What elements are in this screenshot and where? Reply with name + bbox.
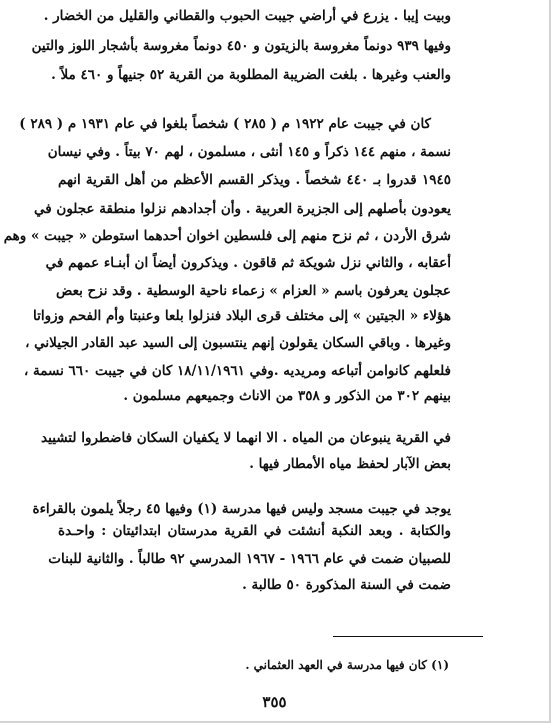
footnote: (١) كان فيها مدرسة في العهد العثماني . [245,658,449,672]
text-line: هؤلاء « الجيتين » إلى مختلف قرى البلاد فنزلوا بلعا وعنبتا وأم الفحم وزواتا [32,308,451,324]
footnote-separator [333,636,483,637]
text-line: والكتابة . وبعد النكبة أنشئت في القرية مدرستان ابتدائيتان : واحـدة [58,523,451,539]
text-line: بعض الآبار لحفظ مياه الأمطار فيها . [249,456,451,472]
text-line: وبيت إيبا . يزرع في أراضي جيبت الحبوب والقطاني والقليل من الخضار . [43,8,451,24]
text-line: يعودون بأصلهم إلى الجزيرة العربية . وأن أجدادهم نزلوا منطقة عجلون في [34,201,451,217]
text-line: أعقابه ، والثاني نزل شويكة ثم قاقون . ويذكرون أيضاً ان أبنـاء عمهم في [45,255,451,271]
page-number: ٣٥٥ [262,693,287,711]
text-line: في القرية ينبوعان من المياه . الا انهما لا يكفيان السكان فاضطروا لتشييد [41,430,451,446]
text-line: نسمة ، منهم ١٤٤ ذكراً و ١٤٥ أنثى ، مسلمون ، لهم ٧٠ بيتاً . وفي نيسان [47,144,451,160]
text-line: وغيرها . وباقي السكان يقولون إنهم ينتسبون إلى السيد عبد القادر الجيلاني ، [25,335,451,351]
text-line: بينهم ٣٠٢ من الذكور و ٣٥٨ من الاناث وجميعهم مسلمون . [123,388,451,404]
text-line: ١٩٤٥ قدروا بـ ٤٤٠ شخصاً . ويذكر القسم الأعظم من أهل القرية انهم [58,172,451,188]
text-line: عجلون يعرفون باسم « العزام » زعماء ناحية الوسطية . وقد نزح بعض [56,283,451,299]
text-line: كان في جيبت عام ١٩٢٢ م ( ٢٨٥ ) شخصاً بلغوا في عام ١٩٣١ م ( ٢٨٩ ) [19,116,431,132]
text-line: فلعلهم كانوامن أتباعه ومريديه .وفي ١٨/١١/١٩٦١ كان في جيبت ٦٦٠ نسمة ، [23,363,451,379]
text-line: للصبيان ضمت في عام ١٩٦٦ - ١٩٦٧ المدرسي ٩٢ طالباً . والثانية للبنات [48,551,451,567]
text-line: يوجد في جيبت مسجد وليس فيها مدرسة (١) وفيها ٤٥ رجلاً يلمون بالقراءة [32,501,451,517]
text-line: شرق الأردن ، ثم نزح منهم إلى فلسطين اخوان أحدهما استوطن « جيبت » وهم [3,228,451,244]
text-line: وفيها ٩٣٩ دونماً مغروسة بالزيتون و ٤٥٠ دونماً مغروسة بأشجار اللوز والتين [31,38,451,54]
text-line: ضمت في السنة المذكورة ٥٠ طالبة . [242,577,451,593]
text-line: والعنب وغيرها . بلغت الضريبة المطلوبة من القرية ٥٢ جنيهاً و ٤٦٠ ملاً . [51,67,451,83]
